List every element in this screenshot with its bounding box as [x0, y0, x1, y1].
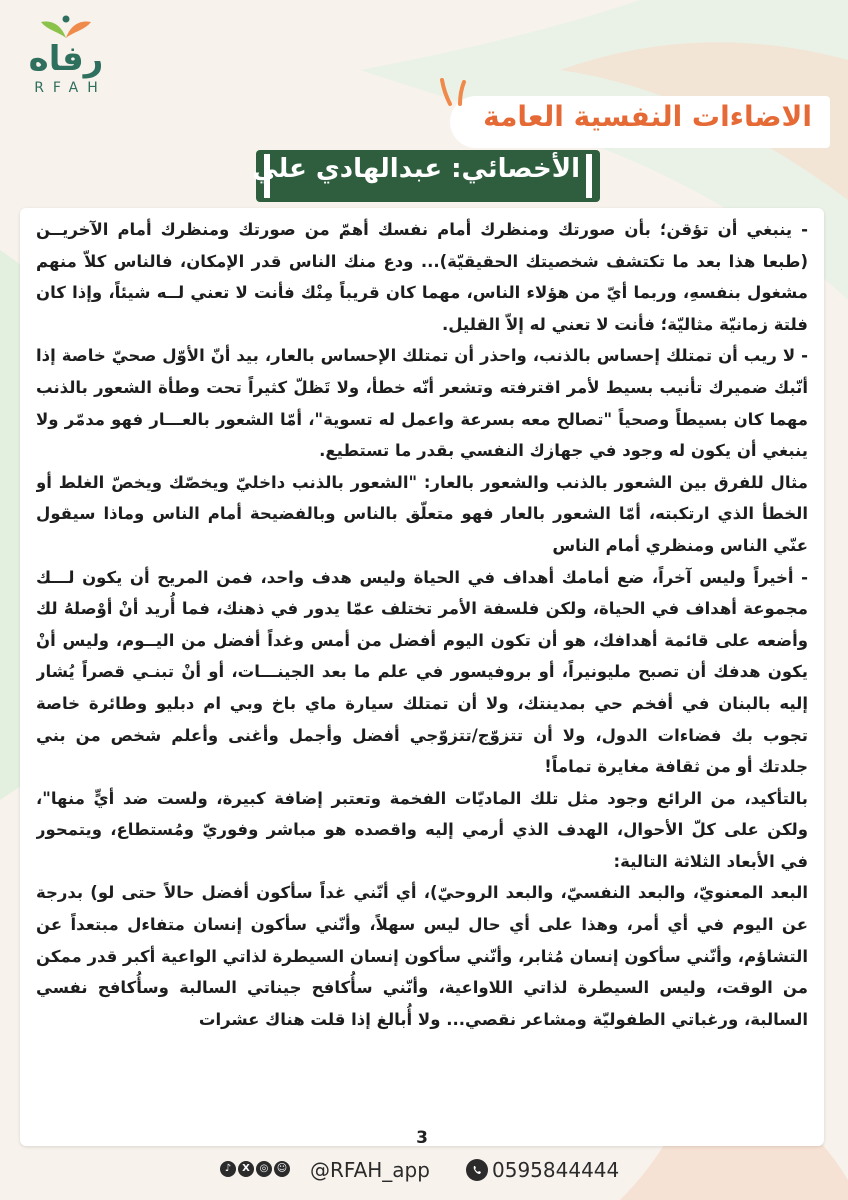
- social-handle[interactable]: @RFAH_app: [310, 1158, 430, 1182]
- page-title: الاضاءات النفسية العامة: [483, 100, 812, 133]
- article-body: [36, 214, 808, 1126]
- x-icon[interactable]: X: [238, 1161, 254, 1177]
- title-banner: [450, 96, 830, 148]
- author-name: الأخصائي: عبدالهادي علي: [252, 154, 580, 184]
- author-banner: [252, 150, 600, 202]
- spark-icon: [436, 74, 476, 114]
- author-bar-right: [586, 154, 592, 198]
- brand-logo: [12, 14, 120, 124]
- page-number: 3: [416, 1128, 428, 1148]
- paragraph: - أخيراً وليس آخراً، ضع أمامك أهداف في الحياة وليس هدف واحد، فمن المريح أن يكون لـــك مجموعة أهداف في الحياة، ولكن فلسفة الأمر تختلف عمّا يدور في ذهنك، فما أُريد أنْ أوْصلهُ لك وأضعه على قائمة أهدافك، هو أن تكون اليوم أفضل من أمس وغداً أفضل من اليــوم، وليس أنْ يكون هدفك أن تصبح مليونيراً، أو بروفيسور في علم ما بعد الجينـــات، أو أنْ تبنـي قصراً يُشار إليه بالبنان في أفخم حي بمدينتك، ولا أن تمتلك سيارة ماي باخ وبي ام دبليو وطائرة خاصة تجوب بك فضاءات الدول، ولا أن تتزوّج/تتزوّجي أفضل وأجمل وأغنى وأعلم شخص من بني جلدتك أو من ثقافة مغايرة تماماً!: [36, 567, 808, 777]
- whatsapp-icon[interactable]: [466, 1159, 488, 1181]
- instagram-icon[interactable]: ◎: [256, 1161, 272, 1177]
- tiktok-icon[interactable]: ♪: [220, 1161, 236, 1177]
- paragraph: - لا ريب أن تمتلك إحساس بالذنب، واحذر أن تمتلك الإحساس بالعار، بيد أنّ الأوّل صحيّ خاصة إذا أنّبك ضميرك تأنيب بسيط لأمر اقترفته وتشعر أنّه خطأ، ولا تَظلّ كثيراً تحت وطأة الشعور بالذنب مهما كان بسيطاً وصحياً "تصالح معه بسرعة واعمل له تسوية"، أمّا الشعور بالعـــار فهو مدمّر ولا ينبغي أن يكون له وجود في جهازك النفسي بقدر ما تستطيع.: [36, 346, 808, 461]
- logo-latin-text: RFAH: [34, 80, 107, 96]
- paragraph: بالتأكيد، من الرائع وجود مثل تلك الماديّات الفخمة وتعتبر إضافة كبيرة، ولست ضد أيٍّ منها"، ولكن على كلّ الأحوال، الهدف الذي أرمي إليه واقصده هو مباشر وفوريّ ومُستطاع، ويتمحور في الأبعاد الثلاثة التالية:: [36, 788, 808, 871]
- article-panel: [20, 208, 824, 1146]
- paragraph: - ينبغي أن تؤقن؛ بأن صورتك ومنظرك أمام نفسك أهمّ من صورتك ومنظرك أمام الآخريــن (طبعا هذا بعد ما تكتشف شخصيتك الحقيقيّة)... ودع منك الناس قدر الإمكان، فالناس كلاّ منهم مشغول بنفسهِ، وربما أيّ من هؤلاء الناس، مهما كان قريباً مِنْك فأنت لا تعني لــه شيئاً، وإذا كان فلتة زمانيّة مثاليّة؛ فأنت لا تعني له إلاّ القليل.: [36, 220, 808, 334]
- logo-leaves-icon: [39, 14, 93, 40]
- paragraph: مثال للفرق بين الشعور بالذنب والشعور بالعار: "الشعور بالذنب داخليّ ويخصّك ويخصّ الغلط أو الخطأ الذي ارتكبته، أمّا الشعور بالعار فهو متعلّق بالناس وبالفضيحة أمام الناس وماذا سيقول عنّي الناس ومنظري أمام الناس: [36, 472, 808, 555]
- footer: [220, 1158, 640, 1186]
- snapchat-icon[interactable]: ☺: [274, 1161, 290, 1177]
- logo-arabic-text: رفاه: [28, 39, 104, 79]
- paragraph: البعد المعنويّ، والبعد النفسيّ، والبعد الروحيّ)، أي أنّني غداً سأكون أفضل حالاً حتى لو) بدرجة عن اليوم في أي أمر، وهذا على أي حال ليس سهلاً، وأنّني سأكون إنسان متفاءل مبتعداً عن التشاؤم، وأنّني سأكون إنسان مُثابر، وأنّني سأكون إنسان السيطرة لذاتي الواعية أكبر قدر ممكن من الوقت، وليس السيطرة لذاتي اللاواعية، وأنّني سأُكافح جيناتي السالبة وسأُكافح نفسي السالبة، ورغباتي الطفوليّة ومشاعر نقصي... ولا أُبالغ إذا قلت هناك عشرات: [36, 883, 808, 1029]
- social-icons: [220, 1161, 290, 1177]
- phone-number[interactable]: 0595844444: [492, 1158, 620, 1182]
